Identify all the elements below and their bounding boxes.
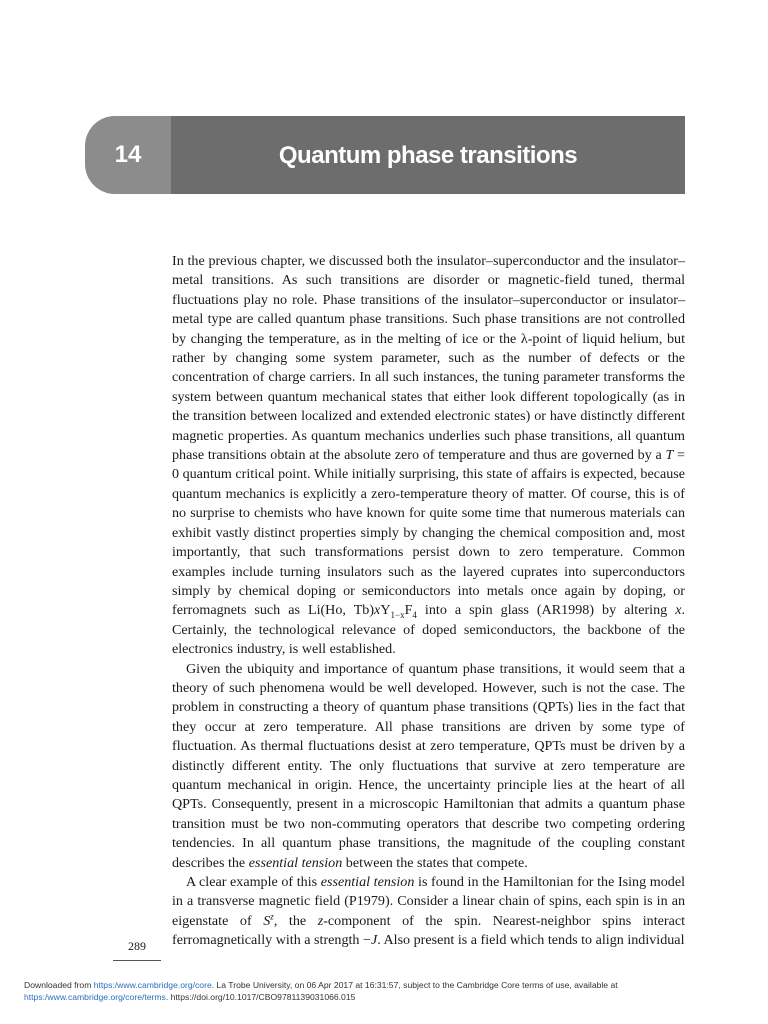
- paragraph: [172, 873, 685, 951]
- text-segment: between the states that compete.: [342, 854, 528, 871]
- footer-doi: . https://doi.org/10.1017/CBO9781139031066.015: [165, 992, 356, 1002]
- text-segment: z: [270, 911, 274, 922]
- text-segment: x: [675, 602, 682, 619]
- text-segment: essential tension: [320, 874, 415, 890]
- terms-link[interactable]: https:/www.cambridge.org/core/terms: [24, 992, 166, 1002]
- text-segment: is found in the Hamiltonian for the Ising model in a transverse magnetic field (P1979). Consider a linear chain of spins, each spin is in an eigenstate of: [172, 874, 686, 929]
- text-segment: . Certainly, the technological relevance of doped semiconductors, the backbone of the electronics industry, is well established.: [172, 602, 685, 658]
- text-segment: A clear example of this: [186, 874, 321, 890]
- text-segment: 4: [412, 610, 417, 621]
- paragraph: [172, 252, 685, 660]
- text-segment: Y: [380, 602, 391, 619]
- footer-prefix: Downloaded from: [24, 980, 94, 990]
- cambridge-core-link[interactable]: https:/www.cambridge.org/core: [93, 980, 212, 990]
- text-segment: J: [370, 932, 378, 949]
- text-segment: F: [404, 602, 413, 619]
- text-segment: essential tension: [248, 854, 343, 871]
- body-text: [172, 252, 685, 951]
- text-segment: T: [665, 447, 674, 464]
- text-segment: z: [317, 912, 324, 929]
- text-segment: In the previous chapter, we discussed both the insulator–superconductor and the insulator–metal transitions. As such transitions are disorder or magnetic-field tuned, thermal fluctuations play no role. Phase transitions of the insulator–superconductor or insulator–metal type are called quantum phase transitions. Such phase transitions are not controlled by changing the temperature, as in the melting of ice or the λ-point of liquid helium, but rather by changing some system parameter, such as the number of defects or the concentration of charge carriers. In all such instances, the tuning parameter transforms the system between quantum mechanical states that either look different topologically (as in the transition between localized and extended electronic states) or have distinctly different magnetic properties. As quantum mechanics underlies such phase transitions, all quantum phase transitions obtain at the absolute zero of temperature and thus are governed by a: [172, 253, 685, 464]
- text-segment: -component of the spin. Nearest-neighbor spins interact ferromagnetically with a strength −: [172, 912, 685, 949]
- text-segment: 1−x: [390, 610, 405, 621]
- text-segment: S: [263, 912, 271, 929]
- chapter-header: [85, 116, 685, 194]
- text-segment: into a spin glass (AR1998) by altering: [416, 602, 676, 619]
- text-segment: . Also present is a field which tends to align individual: [377, 932, 685, 949]
- chapter-title: Quantum phase transitions: [171, 116, 685, 194]
- paragraph: [172, 660, 685, 873]
- chapter-number: 14: [85, 116, 171, 194]
- text-segment: = 0 quantum critical point. While initially surprising, this state of affairs is expected, because quantum mechanics is explicitly a zero-temperature theory of matter. Of course, this is of no surprise to chemists who have known for quite some time that numerous materials can exhibit vastly distinct properties simply by changing the chemical composition and, most importantly, that such transformations persist down to zero temperature. Common examples include turning insulators such as the layered cuprates into superconductors simply by chemical doping or semiconductors into metals once again by doping, or ferromagnets such as Li(Ho, Tb): [172, 447, 685, 619]
- page-number-rule: [113, 960, 161, 961]
- footer-middle: . La Trobe University, on 06 Apr 2017 at 16:31:57, subject to the Cambridge Core terms of use, available at: [211, 980, 618, 990]
- download-footer: [24, 979, 744, 1003]
- page-number: 289: [128, 939, 146, 953]
- text-segment: x: [374, 602, 381, 619]
- text-segment: , the: [273, 912, 318, 929]
- text-segment: Given the ubiquity and importance of quantum phase transitions, it would seem that a theory of such phenomena would be well developed. However, such is not the case. The problem in constructing a theory of quantum phase transitions (QPTs) lies in the fact that they occur at zero temperature. All phase transitions are driven by some type of fluctuation. As thermal fluctuations desist at zero temperature, QPTs must be driven by a distinctly different entity. The only fluctuations that survive at zero temperature are quantum mechanical in origin. Hence, the uncertainty principle lies at the heart of all QPTs. Consequently, present in a microscopic Hamiltonian that admits a quantum phase transition must be two non-commuting operators that describe two competing ordering tendencies. In all quantum phase transitions, the magnitude of the coupling constant describes the: [172, 660, 685, 871]
